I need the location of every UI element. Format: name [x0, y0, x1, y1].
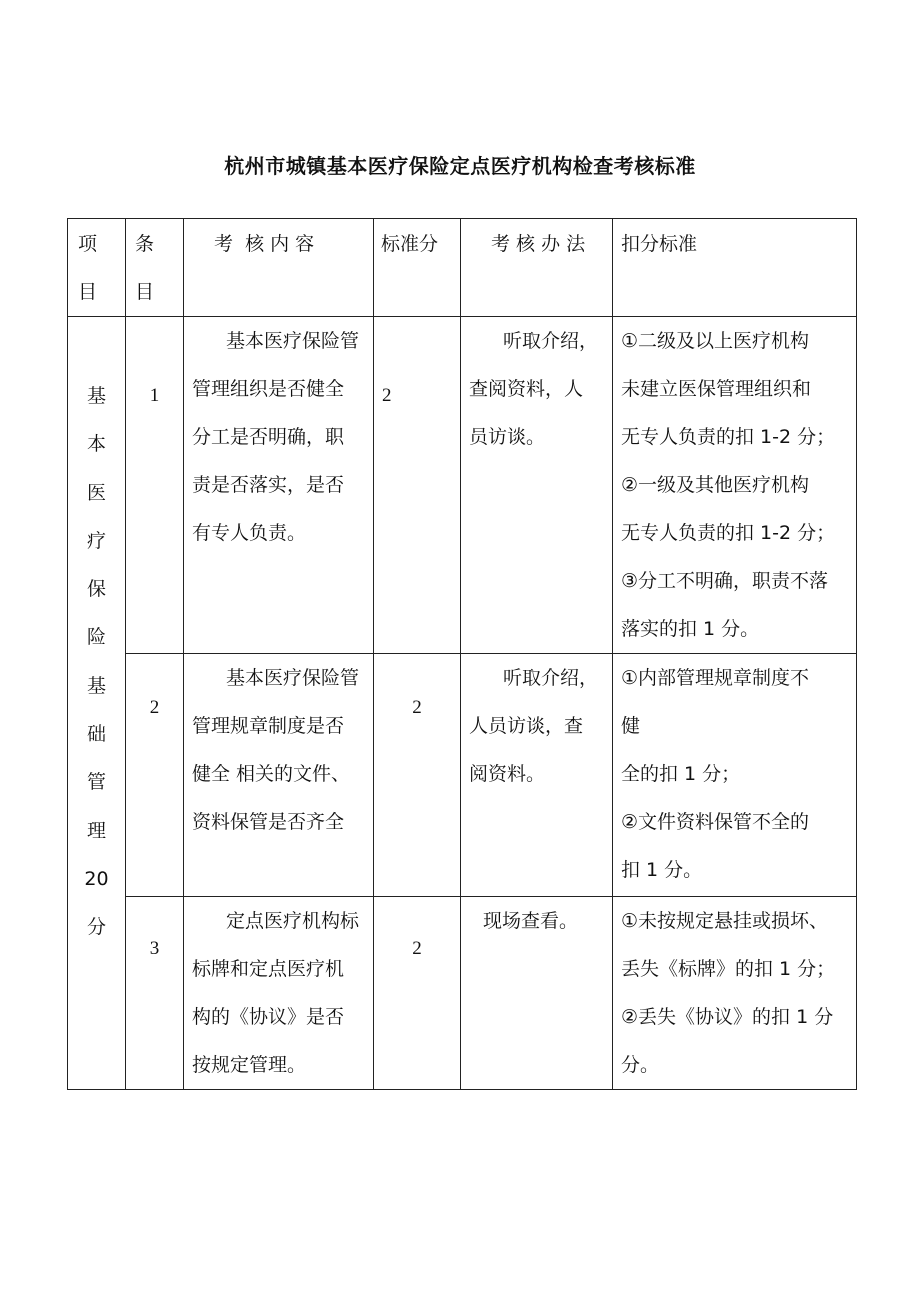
category-cell [68, 317, 126, 1090]
text-line: 听取介绍， [503, 330, 599, 352]
content-cell [184, 654, 374, 897]
index-cell [126, 897, 184, 1090]
header-deduction-label: 扣分标准 [621, 233, 698, 255]
text-line: 丢失《标牌》的扣 1 分； [621, 958, 836, 980]
text-line: 管理组织是否健全 [192, 378, 345, 400]
category-char: 基 [86, 674, 106, 697]
header-index-line: 条 [135, 233, 155, 255]
text-line: 现场查看。 [483, 910, 579, 932]
category-char: 理 [86, 819, 106, 842]
text-line: ①未按规定悬挂或损坏、 [621, 910, 829, 932]
score-value: 2 [412, 697, 422, 718]
text-line: 标牌和定点医疗机 [192, 958, 345, 980]
score-cell [374, 317, 461, 654]
text-line: 员访谈。 [469, 426, 546, 448]
content-cell [184, 897, 374, 1090]
text-line: 未建立医保管理组织和 [621, 378, 812, 400]
header-item-line: 项 [78, 233, 98, 255]
header-score-label: 标准分 [381, 233, 439, 255]
text-line: ②丢失《协议》的扣 1 分 [621, 1006, 834, 1028]
table-row [68, 897, 857, 1090]
text-line: 听取介绍， [503, 667, 599, 689]
method-cell [461, 897, 613, 1090]
header-row [68, 219, 857, 317]
header-score [374, 219, 461, 317]
content-text [184, 317, 373, 557]
header-method [461, 219, 613, 317]
table-row [68, 654, 857, 897]
index-cell [126, 654, 184, 897]
text-line: 健 [621, 715, 641, 737]
category-char: 医 [86, 481, 106, 504]
method-text [461, 317, 612, 461]
inspection-standards-table [67, 218, 857, 1090]
method-text [461, 897, 612, 945]
category-label [68, 317, 125, 952]
row-index: 1 [149, 385, 160, 406]
content-cell [184, 317, 374, 654]
text-line: ①内部管理规章制度不 [621, 667, 810, 689]
deduction-text [613, 897, 856, 1089]
text-line: ③分工不明确，职责不落 [621, 570, 829, 592]
text-line: 健全 相关的文件、 [192, 763, 351, 785]
text-line: 无专人负责的扣 1-2 分； [621, 522, 836, 544]
header-index [126, 219, 184, 317]
method-cell [461, 654, 613, 897]
method-text [461, 654, 612, 798]
text-line: ①二级及以上医疗机构 [621, 330, 810, 352]
category-char: 基 [86, 385, 106, 407]
deduction-cell [613, 897, 857, 1090]
text-line: 查阅资料，人 [469, 378, 584, 400]
header-item-line: 目 [78, 281, 98, 303]
text-line: 阅资料。 [469, 763, 546, 785]
category-char: 础 [86, 723, 106, 746]
text-line: 责是否落实，是否 [192, 474, 345, 496]
text-line: 基本医疗保险管 [226, 330, 360, 352]
header-content [184, 219, 374, 317]
text-line: 无专人负责的扣 1-2 分； [621, 426, 836, 448]
score-value: 2 [382, 385, 392, 406]
document-title: 杭州市城镇基本医疗保险定点医疗机构检查考核标准 [224, 154, 696, 178]
row-index: 3 [149, 938, 160, 959]
text-line: 基本医疗保险管 [226, 667, 360, 689]
text-line: 有专人负责。 [192, 522, 307, 544]
content-text [184, 654, 373, 846]
text-line: 分工是否明确，职 [192, 426, 345, 448]
header-index-line: 目 [135, 281, 155, 303]
content-text [184, 897, 373, 1089]
score-value: 2 [412, 938, 422, 959]
row-index: 2 [149, 697, 160, 718]
deduction-text [613, 317, 856, 653]
header-item [68, 219, 126, 317]
deduction-cell [613, 654, 857, 897]
text-line: 分。 [621, 1054, 660, 1076]
category-char: 险 [86, 626, 106, 649]
text-line: ②一级及其他医疗机构 [621, 474, 810, 496]
text-line: 按规定管理。 [192, 1054, 307, 1076]
category-char: 本 [86, 433, 106, 456]
deduction-text [613, 654, 856, 894]
text-line: 管理规章制度是否 [192, 715, 345, 737]
category-char: 保 [86, 578, 106, 601]
header-method-label: 考 核 办 法 [491, 233, 586, 255]
text-line: 全的扣 1 分； [621, 763, 741, 785]
category-char: 管 [86, 771, 106, 794]
text-line: 扣 1 分。 [621, 859, 703, 881]
header-deduction [613, 219, 857, 317]
text-line: 资料保管是否齐全 [192, 811, 345, 833]
category-char: 疗 [86, 529, 106, 552]
text-line: 构的《协议》是否 [192, 1006, 345, 1028]
category-char: 20 [84, 867, 109, 890]
score-cell [374, 654, 461, 897]
index-cell [126, 317, 184, 654]
header-content-label: 考 核 内 容 [214, 233, 315, 255]
text-line: ②文件资料保管不全的 [621, 811, 810, 833]
score-cell [374, 897, 461, 1090]
text-line: 人员访谈，查 [469, 715, 584, 737]
text-line: 落实的扣 1 分。 [621, 618, 760, 640]
method-cell [461, 317, 613, 654]
table-row [68, 317, 857, 654]
category-char: 分 [86, 916, 106, 939]
text-line: 定点医疗机构标 [226, 910, 360, 932]
deduction-cell [613, 317, 857, 654]
